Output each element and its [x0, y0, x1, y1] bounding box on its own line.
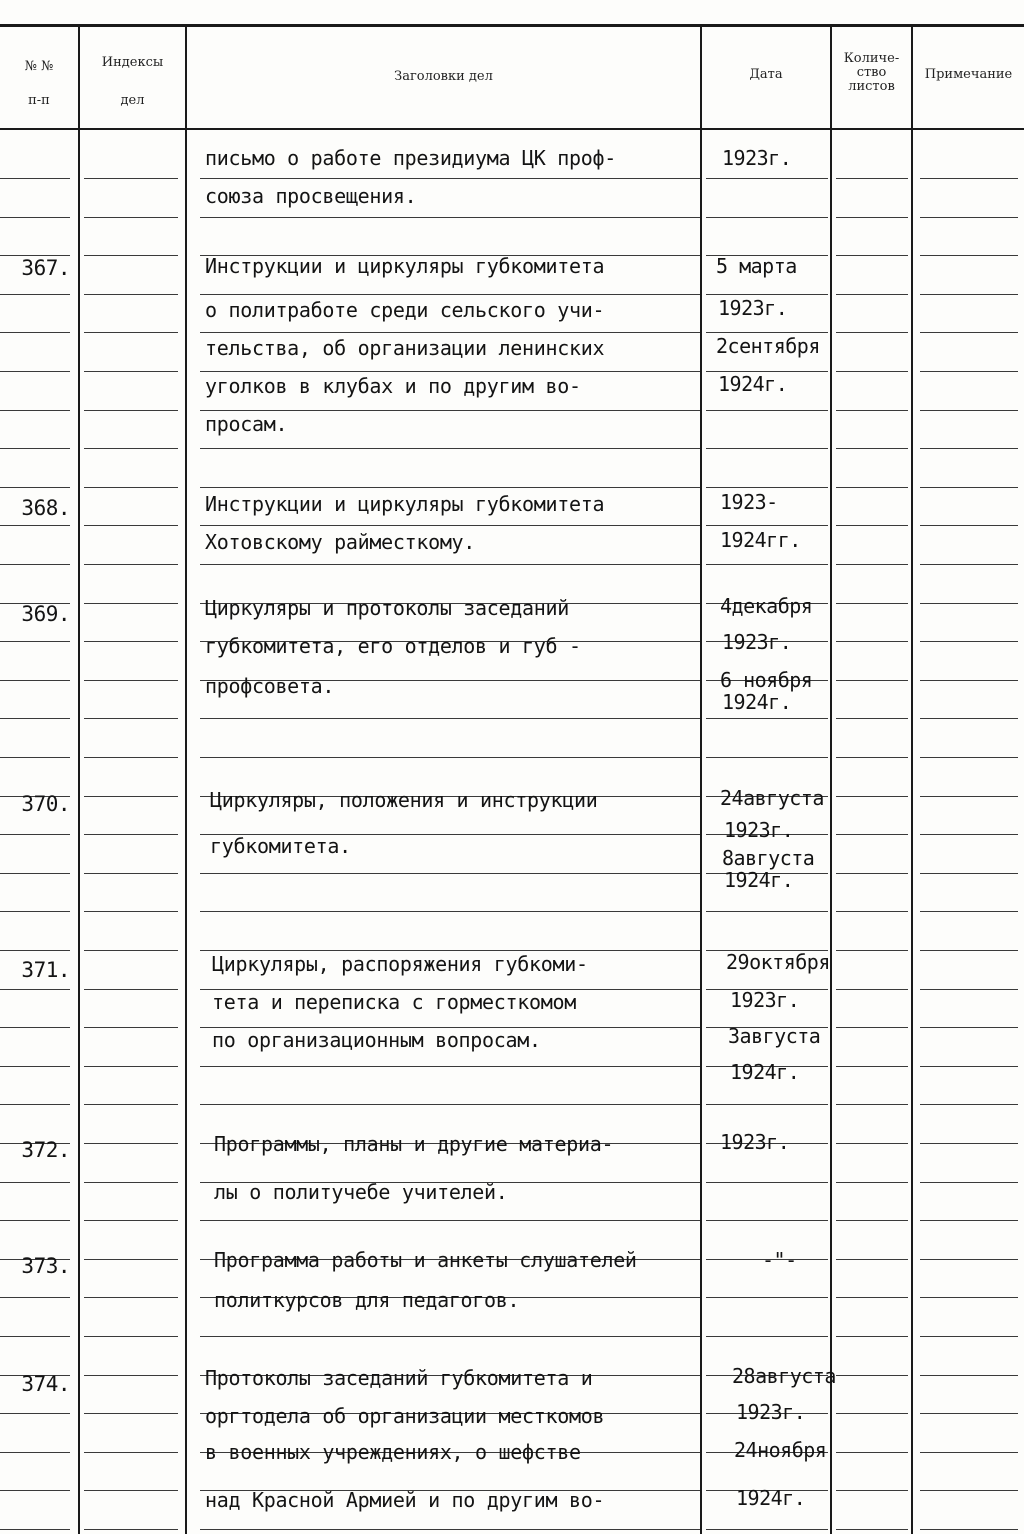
ruled-line [0, 217, 70, 218]
title-line: письмо о работе президиума ЦК проф- [205, 146, 616, 170]
ruled-line [84, 1336, 178, 1337]
ruled-line [84, 525, 178, 526]
ruled-line [920, 1027, 1018, 1028]
ruled-line [84, 1066, 178, 1067]
ruled-line [0, 1490, 70, 1491]
ruled-line [920, 1259, 1018, 1260]
ruled-line [706, 757, 828, 758]
title-line: над Красной Армией и по другим во- [205, 1488, 605, 1512]
title-line: Хотовскому райместкому. [205, 530, 476, 554]
ruled-line [836, 1297, 908, 1298]
ruled-line [920, 1336, 1018, 1337]
date-line: 1923- [720, 490, 778, 514]
ruled-line [200, 1529, 700, 1530]
ruled-line [200, 487, 700, 488]
ruled-line [920, 1297, 1018, 1298]
column-divider-index [185, 26, 187, 1534]
column-divider-number [78, 26, 80, 1534]
ruled-line [920, 525, 1018, 526]
title-line: губкомитета, его отделов и губ - [205, 634, 581, 658]
ruled-line [920, 1413, 1018, 1414]
ruled-line [706, 217, 828, 218]
ruled-line [836, 718, 908, 719]
entry-number: 371. [21, 958, 70, 982]
ruled-line [920, 1375, 1018, 1376]
ruled-line [0, 487, 70, 488]
ruled-line [0, 873, 70, 874]
header-index-line1: Индексы [101, 55, 164, 70]
ruled-line [84, 178, 178, 179]
ruled-line [920, 1143, 1018, 1144]
title-line: союза просвещения. [205, 184, 417, 208]
ruled-line [200, 950, 700, 951]
ruled-line [920, 1182, 1018, 1183]
title-line: Циркуляры, положения и инструкции [210, 788, 598, 812]
ruled-line [0, 1529, 70, 1530]
ruled-line [920, 989, 1018, 990]
date-line: 2сентября [716, 334, 820, 358]
title-line: уголков в клубах и по другим во- [205, 374, 581, 398]
date-line: 24ноября [734, 1438, 827, 1462]
ruled-line [836, 1066, 908, 1067]
ruled-line [84, 873, 178, 874]
ruled-line [84, 757, 178, 758]
ruled-line [0, 1297, 70, 1298]
ruled-line [0, 1104, 70, 1105]
entry-number: 367. [21, 256, 70, 280]
date-line: 1924г. [736, 1486, 806, 1510]
ruled-line [836, 332, 908, 333]
ruled-line [200, 873, 700, 874]
date-line: 1924г. [718, 372, 788, 396]
ruled-line [84, 332, 178, 333]
date-line: 5 марта [716, 254, 797, 278]
ruled-line [836, 1143, 908, 1144]
date-line: 8августа [722, 846, 815, 870]
column-divider-title [700, 26, 702, 1534]
entry-number: 369. [21, 602, 70, 626]
ruled-line [706, 718, 828, 719]
ruled-line [706, 294, 828, 295]
title-line: Циркуляры, распоряжения губкоми- [212, 952, 588, 976]
title-line: профсовета. [205, 674, 335, 698]
ruled-line [200, 294, 700, 295]
entry-number: 374. [21, 1372, 70, 1396]
ruled-line [84, 410, 178, 411]
ruled-line [84, 989, 178, 990]
ruled-line [706, 448, 828, 449]
ruled-line [0, 1220, 70, 1221]
ruled-line [84, 1104, 178, 1105]
title-line: в военных учреждениях, о шефстве [205, 1440, 581, 1464]
ruled-line [84, 1143, 178, 1144]
ruled-line [0, 757, 70, 758]
ruled-line [84, 680, 178, 681]
ruled-line [706, 178, 828, 179]
ruled-line [920, 1490, 1018, 1491]
ruled-line [84, 796, 178, 797]
ruled-line [836, 1413, 908, 1414]
ruled-line [0, 718, 70, 719]
ruled-line [836, 564, 908, 565]
date-line: 6 ноября [720, 668, 813, 692]
ruled-line [706, 564, 828, 565]
ruled-line [84, 603, 178, 604]
ruled-line [0, 641, 70, 642]
header-number [0, 60, 78, 108]
ruled-line [836, 796, 908, 797]
ruled-line [84, 217, 178, 218]
ruled-line [84, 1182, 178, 1183]
ruled-line [920, 603, 1018, 604]
ruled-line [84, 564, 178, 565]
ruled-line [920, 1104, 1018, 1105]
ruled-line [84, 911, 178, 912]
ruled-line [0, 525, 70, 526]
header-number-line2: п-п [28, 93, 50, 108]
date-line: 1923г. [722, 630, 792, 654]
ruled-line [836, 911, 908, 912]
ruled-line [836, 989, 908, 990]
ruled-line [84, 1375, 178, 1376]
ruled-line [706, 1336, 828, 1337]
ruled-line [836, 255, 908, 256]
ruled-line [836, 1336, 908, 1337]
header-count-line2: ство [856, 65, 887, 80]
ruled-line [920, 796, 1018, 797]
ruled-line [836, 641, 908, 642]
entry-number: 372. [21, 1138, 70, 1162]
ruled-line [920, 564, 1018, 565]
ruled-line [920, 1529, 1018, 1530]
date-line: 29октября [726, 950, 830, 974]
ruled-line [0, 950, 70, 951]
ruled-line [836, 1027, 908, 1028]
ruled-line [836, 834, 908, 835]
header-date: Дата [749, 67, 783, 82]
ruled-line [200, 757, 700, 758]
ruled-line [836, 1259, 908, 1260]
title-line: лы о политучебе учителей. [214, 1180, 508, 1204]
ruled-line [836, 410, 908, 411]
ruled-line [836, 680, 908, 681]
ruled-line [920, 873, 1018, 874]
ruled-line [84, 1259, 178, 1260]
ruled-line [920, 950, 1018, 951]
header-count-line1: Количе- [843, 51, 900, 66]
ruled-line [0, 178, 70, 179]
ruled-line [706, 1104, 828, 1105]
title-line: Инструкции и циркуляры губкомитета [205, 492, 605, 516]
ruled-line [84, 950, 178, 951]
ruled-line [84, 834, 178, 835]
ruled-line [836, 603, 908, 604]
date-line: 1923г. [720, 1130, 790, 1154]
ruled-line [836, 873, 908, 874]
title-line: просам. [205, 412, 288, 436]
ruled-line [920, 911, 1018, 912]
ruled-line [920, 294, 1018, 295]
top-border [0, 24, 1024, 27]
date-line: 4декабря [720, 594, 813, 618]
title-line: по организационным вопросам. [212, 1028, 541, 1052]
ruled-line [0, 1336, 70, 1337]
ruled-line [84, 1413, 178, 1414]
ruled-line [84, 371, 178, 372]
ruled-line [836, 1452, 908, 1453]
ruled-line [200, 1104, 700, 1105]
ruled-line [84, 718, 178, 719]
ruled-line [836, 294, 908, 295]
ruled-line [84, 1027, 178, 1028]
ruled-line [920, 255, 1018, 256]
ruled-line [836, 371, 908, 372]
title-line: Циркуляры и протоколы заседаний [205, 596, 569, 620]
header-count-line3: листов [848, 79, 895, 94]
ruled-line [836, 448, 908, 449]
ruled-line [706, 1297, 828, 1298]
ruled-line [706, 525, 828, 526]
ruled-line [706, 1220, 828, 1221]
ruled-line [836, 217, 908, 218]
ruled-line [84, 487, 178, 488]
ruled-line [920, 1220, 1018, 1221]
ruled-line [200, 217, 700, 218]
ruled-line [0, 1182, 70, 1183]
ruled-line [836, 1104, 908, 1105]
date-line: 28августа [732, 1364, 836, 1388]
ruled-line [0, 911, 70, 912]
column-divider-date [830, 26, 832, 1534]
ruled-line [84, 1490, 178, 1491]
ruled-line [0, 1452, 70, 1453]
ruled-line [84, 1452, 178, 1453]
ruled-line [200, 718, 700, 719]
ruled-line [0, 410, 70, 411]
ruled-line [836, 950, 908, 951]
ruled-line [84, 1220, 178, 1221]
ruled-line [920, 410, 1018, 411]
header-bottom-border [0, 128, 1024, 130]
date-line: 1923г. [730, 988, 800, 1012]
ruled-line [84, 294, 178, 295]
ruled-line [836, 178, 908, 179]
ruled-line [84, 1297, 178, 1298]
ruled-line [836, 487, 908, 488]
ruled-line [0, 332, 70, 333]
ruled-line [920, 641, 1018, 642]
ruled-line [200, 410, 700, 411]
ruled-line [920, 718, 1018, 719]
header-count [832, 52, 911, 94]
ruled-line [84, 448, 178, 449]
ruled-line [84, 255, 178, 256]
entry-number: 370. [21, 792, 70, 816]
ruled-line [706, 332, 828, 333]
ruled-line [836, 757, 908, 758]
ruled-line [706, 911, 828, 912]
header-index [80, 56, 185, 108]
ruled-line [200, 332, 700, 333]
ruled-line [836, 1375, 908, 1376]
title-line: Протоколы заседаний губкомитета и [205, 1366, 593, 1390]
ruled-line [836, 525, 908, 526]
title-line: политкурсов для педагогов. [214, 1288, 520, 1312]
title-line: тельства, об организации ленинских [205, 336, 605, 360]
ruled-line [706, 1182, 828, 1183]
title-line: губкомитета. [210, 834, 351, 858]
title-line: Программа работы и анкеты слушателей [214, 1248, 637, 1272]
date-line: 24августа [720, 786, 824, 810]
ruled-line [920, 448, 1018, 449]
ruled-line [920, 1452, 1018, 1453]
ruled-line [920, 834, 1018, 835]
title-line: тета и переписка с горместкомом [212, 990, 576, 1014]
date-line: 1924г. [722, 690, 792, 714]
ruled-line [836, 1490, 908, 1491]
ruled-line [0, 448, 70, 449]
ruled-line [200, 564, 700, 565]
ruled-line [706, 410, 828, 411]
date-line: 1923г. [736, 1400, 806, 1424]
ruled-line [200, 1220, 700, 1221]
date-line: 1923г. [722, 146, 792, 170]
date-line: 1923г. [718, 296, 788, 320]
ruled-line [200, 448, 700, 449]
date-line: 1924г. [730, 1060, 800, 1084]
ruled-line [706, 1529, 828, 1530]
ruled-line [920, 680, 1018, 681]
header-title: Заголовки дел [394, 69, 493, 84]
ruled-line [200, 525, 700, 526]
ruled-line [200, 1336, 700, 1337]
title-line: оргтодела об организации месткомов [205, 1404, 605, 1428]
ruled-line [0, 1027, 70, 1028]
header-number-line1: № № [24, 59, 54, 74]
date-line: 1924г. [724, 868, 794, 892]
ruled-line [0, 680, 70, 681]
title-line: Программы, планы и другие материа- [214, 1132, 614, 1156]
ruled-line [920, 1066, 1018, 1067]
ruled-line [84, 641, 178, 642]
ruled-line [0, 989, 70, 990]
ruled-line [0, 834, 70, 835]
ruled-line [0, 1413, 70, 1414]
ruled-line [706, 487, 828, 488]
entry-number: 368. [21, 496, 70, 520]
title-line: о политработе среди сельского учи- [205, 298, 605, 322]
ruled-line [200, 371, 700, 372]
ruled-line [0, 1066, 70, 1067]
ruled-line [920, 371, 1018, 372]
ruled-line [920, 757, 1018, 758]
ruled-line [200, 178, 700, 179]
date-line: 1923г. [724, 818, 794, 842]
header-note: Примечание [924, 67, 1013, 82]
ruled-line [0, 564, 70, 565]
ruled-line [836, 1220, 908, 1221]
header-index-line2: дел [120, 93, 145, 108]
date-line: -"- [762, 1248, 797, 1272]
ruled-line [836, 1182, 908, 1183]
ruled-line [0, 294, 70, 295]
ruled-line [920, 178, 1018, 179]
ruled-line [200, 911, 700, 912]
title-line: Инструкции и циркуляры губкомитета [205, 254, 605, 278]
date-line: 1924гг. [720, 528, 801, 552]
ruled-line [200, 1066, 700, 1067]
entry-number: 373. [21, 1254, 70, 1278]
ruled-line [836, 1529, 908, 1530]
ruled-line [920, 487, 1018, 488]
ruled-line [84, 1529, 178, 1530]
ruled-line [920, 217, 1018, 218]
column-divider-count [911, 26, 913, 1534]
ruled-line [0, 371, 70, 372]
date-line: 3августа [728, 1024, 821, 1048]
ruled-line [920, 332, 1018, 333]
